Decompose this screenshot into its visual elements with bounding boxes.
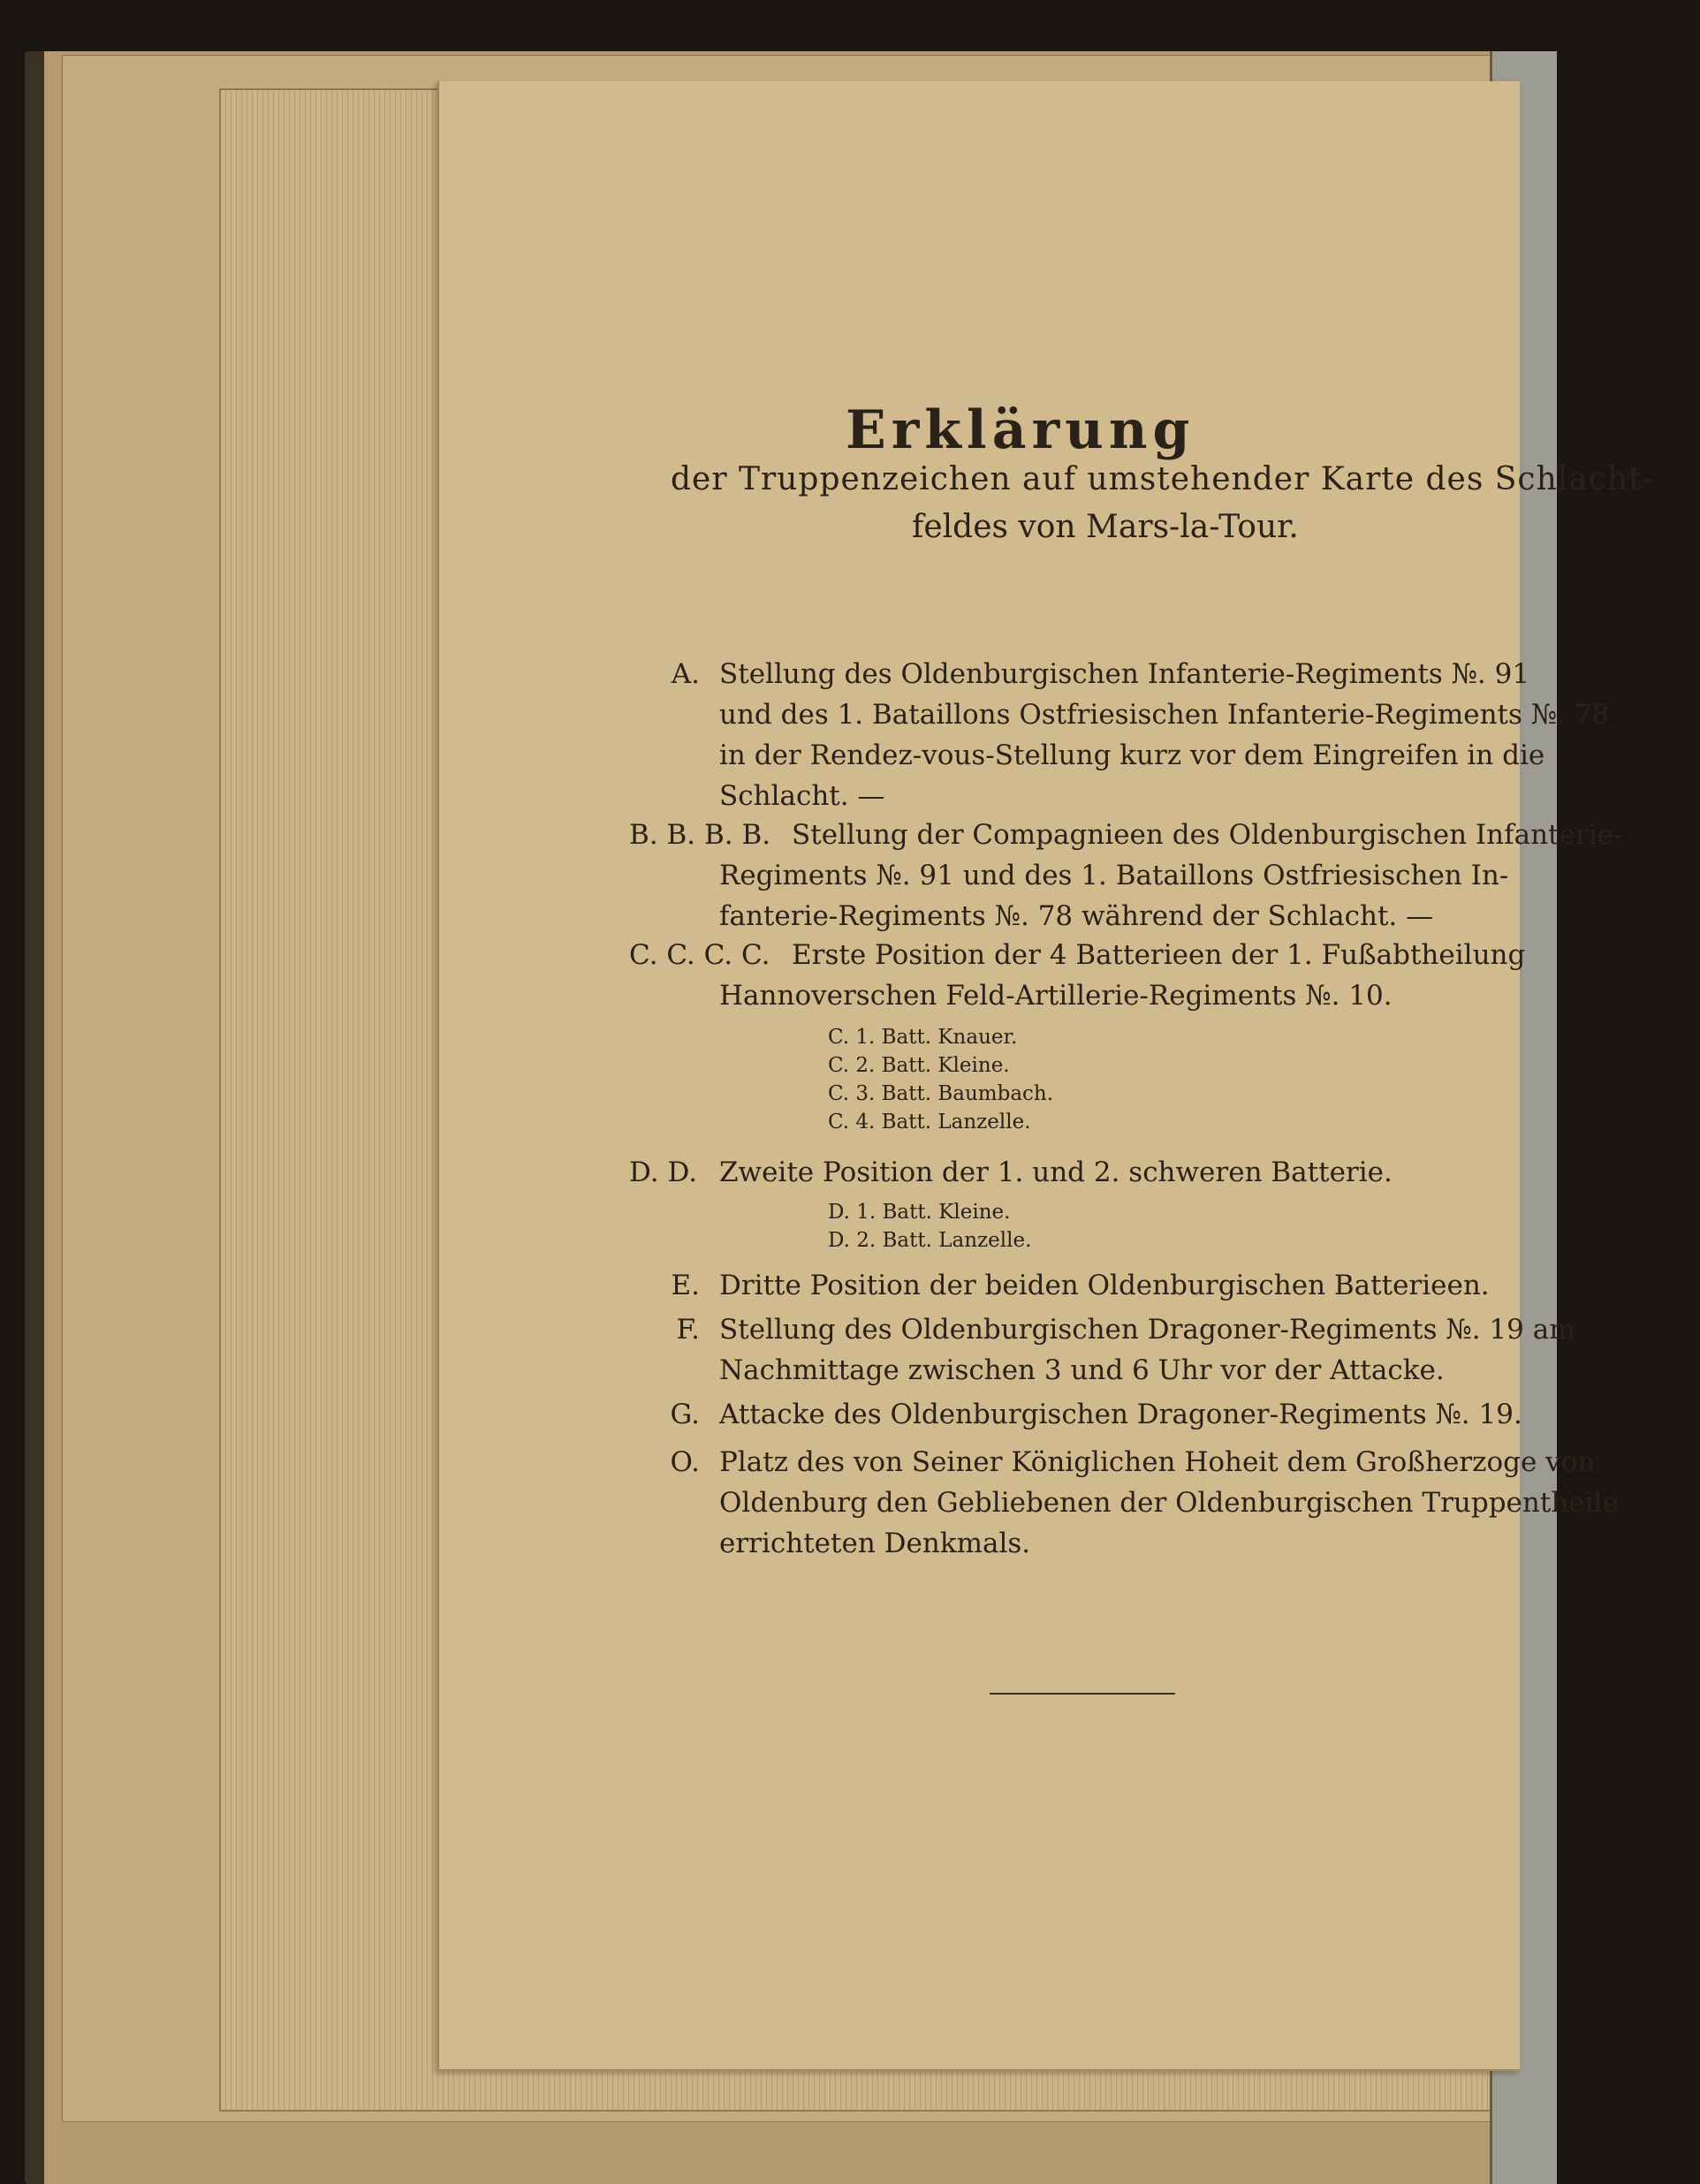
legend-entry-o [640,1442,1700,1564]
subtitle-line-2: feldes von Mars-la-Tour. [912,509,1299,545]
entry-line: Schlacht. — [719,780,885,812]
battery-item: D. 2. Batt. Lanzelle. [828,1229,1032,1252]
entry-line: in der Rendez-vous-Stellung kurz vor dem Eingreifen in die [719,739,1545,771]
entry-key: A. [671,658,700,690]
battery-item: C. 1. Batt. Knauer. [828,1026,1018,1049]
entry-line: Nachmittage zwischen 3 und 6 Uhr vor der Attacke. [719,1354,1445,1386]
battery-item: C. 4. Batt. Lanzelle. [828,1111,1031,1134]
closing-rule [990,1693,1175,1695]
battery-list-c [828,1023,1053,1136]
entry-key: B. B. B. B. [629,819,771,851]
entry-line: Dritte Position der beiden Oldenburgischen Batterieen. [719,1270,1490,1301]
entry-line: Stellung des Oldenburgischen Infanterie-Regiments №. 91 [719,658,1530,690]
page-title: Erklärung [846,399,1195,461]
entry-line: Stellung des Oldenburgischen Dragoner-Regiments №. 19 am [719,1314,1575,1346]
entry-key: E. [671,1270,700,1301]
entry-line: Oldenburg den Gebliebenen der Oldenburgischen Truppentheile [719,1487,1619,1519]
entry-line: Stellung der Compagnieen des Oldenburgischen Infanterie- [792,819,1623,851]
entry-key: O. [670,1446,700,1478]
entry-line: Attacke des Oldenburgischen Dragoner-Regiments №. 19. [719,1399,1522,1430]
entry-line: errichteten Denkmals. [719,1528,1031,1559]
subtitle-line-1: der Truppenzeichen auf umstehender Karte des Schlacht- [671,461,1654,497]
entry-line: Zweite Position der 1. und 2. schweren Batterie. [719,1156,1393,1188]
entry-key: G. [670,1399,700,1430]
page-content [439,81,1654,2069]
entry-line: Erste Position der 4 Batterieen der 1. Fußabtheilung [792,939,1526,971]
legend-entry-d [629,1152,1700,1193]
page [437,81,1654,2071]
legend-entry-f [640,1309,1700,1391]
legend-entry-g [640,1394,1700,1435]
entry-line: und des 1. Bataillons Ostfriesischen Infanterie-Regiments №. 78 [719,699,1610,731]
battery-item: C. 3. Batt. Baumbach. [828,1082,1054,1105]
battery-list-d [828,1198,1031,1255]
entry-line: Platz des von Seiner Königlichen Hoheit dem Großherzoge von [719,1446,1596,1478]
entry-key: F. [676,1314,700,1346]
legend-entry-e [640,1265,1700,1306]
entry-key: D. D. [629,1156,698,1188]
entry-line: Regiments №. 91 und des 1. Bataillons Ostfriesischen In- [719,860,1509,891]
legend-entry-a [640,654,1700,816]
battery-item: C. 2. Batt. Kleine. [828,1054,1010,1077]
entry-key: C. C. C. C. [629,939,770,971]
battery-item: D. 1. Batt. Kleine. [828,1201,1011,1224]
legend-entry-b [629,815,1700,937]
entry-line: fanterie-Regiments №. 78 während der Schlacht. — [719,900,1434,932]
legend-entry-c [629,935,1700,1016]
entry-line: Hannoverschen Feld-Artillerie-Regiments №. 10. [719,980,1393,1012]
